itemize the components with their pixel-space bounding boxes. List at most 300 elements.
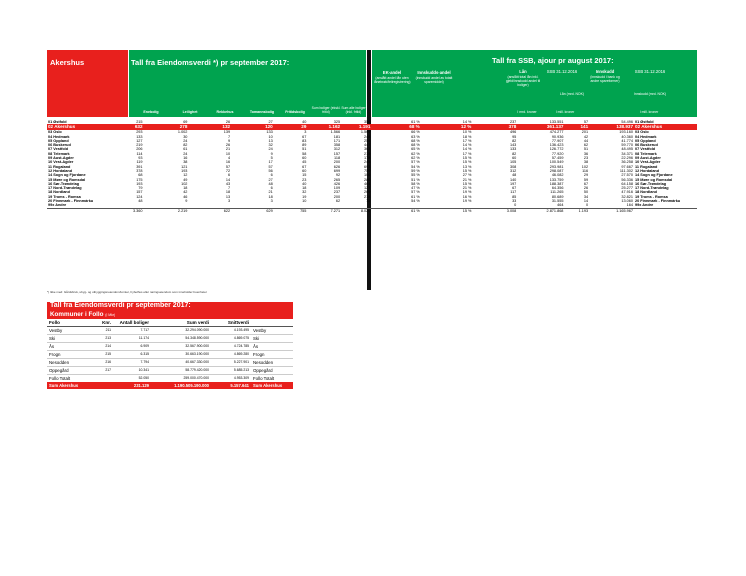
ssb-title: Tall fra SSB, ajour pr august 2017: [492,56,614,65]
fylke-name: 14 Sogn og Fjordane [48,173,86,178]
footnote: *) Ikke med: Gårdsbruk, ubyg- og utbyggingsneiendom/tomter, hybelhus eller naringseiendom som inneholder boenheter [47,290,207,294]
value-cell: 699 [333,168,341,173]
sum-akershus-row [47,382,293,389]
kommune-name: Follo [47,319,95,327]
value-cell: 1.193 [564,208,589,213]
value-cell: 206 [136,147,143,152]
value-cell: 378 [136,168,143,173]
value-cell: 69 [183,120,188,124]
col-enebolig: Enebolig [143,110,159,114]
value-cell: 171 [333,138,341,143]
value-cell: 67 [302,164,307,169]
value-cell: 4.193.495 [211,327,251,335]
value-cell: 16 % [462,194,472,199]
value-cell: 138.937 [589,124,634,130]
kommuner-subtitle [50,311,293,320]
value-cell: 464 [557,203,564,208]
fylke-name-right: 18 Nordland [635,190,657,195]
value-cell: 18 [302,186,307,191]
value-cell: 7.794 [113,359,151,367]
value-cell: 5.227.901 [211,359,251,367]
value-cell: 308 [509,164,517,169]
value-cell: 181 [333,134,341,139]
ssb-header-cell [372,50,697,117]
kommune-name: Sum Akershus [47,382,95,389]
value-cell: 40 [302,120,307,124]
value-cell: 216 [95,359,113,367]
value-cell: 59 [583,177,589,182]
value-cell: 0 [514,203,517,208]
value-cell: 133 [266,130,273,135]
value-cell: 31.555 [551,199,564,204]
fylke-name-right [634,208,697,213]
value-cell: 139 [223,130,231,135]
value-cell: 19 % [462,199,472,204]
value-cell: 15 % [462,160,472,165]
value-cell: 68 % [411,143,420,148]
value-cell: Snittverdi [211,319,251,327]
value-cell: 1.162 [307,124,341,130]
value-cell: 298.087 [549,168,564,173]
value-cell: 157 [136,190,143,195]
value-cell: 157 [333,151,341,156]
unit-mill-1: I mill. kroner [555,110,575,114]
fylke-name: 11 Rogaland [48,164,71,169]
value-cell: 22.296 [621,156,634,161]
value-cell: 391 [136,164,143,169]
value-cell: 14 [225,177,231,182]
value-cell: 237 [509,120,517,124]
fylke-name-right: 15 Møre og Romsdal [635,177,673,182]
value-cell: 21 [225,147,231,152]
value-cell: 111.265 [550,190,564,195]
value-cell: 18 [268,194,273,199]
value-cell: 49 [183,177,188,182]
col-ek-andel-desc: (anslått andel lån uten lånebrøk/feilregistrering) [374,76,411,84]
eiendomsverdi-header-cell [129,50,366,117]
value-cell: 48 [138,199,143,204]
value-cell: 759 [364,168,371,173]
col-laan: Lån [519,69,527,74]
value-cell: 248 [364,134,371,139]
value-cell: 15 % [462,156,472,161]
kommuner-subtitle-unit: (i Mkr) [105,312,116,317]
value-cell: 15 % [421,208,473,213]
fylke-name: 04 Hedmark [48,134,70,139]
kommune-name: Follo Totalt [47,375,95,383]
value-cell: 82 [512,138,517,143]
fylke-name-right: 20 Finnmark - Finnmárku [635,199,681,204]
fylke-name-right: 99x Andre [635,203,654,208]
value-cell: 57.459 [551,156,564,161]
value-cell: 215 [364,151,371,156]
value-cell: 46.082 [551,173,564,178]
value-cell: 447 [364,143,371,148]
value-cell: 68 % [411,138,420,143]
value-cell: 56 [268,168,273,173]
value-cell: 57 [583,120,589,124]
fylke-name: 18 Nordland [48,190,70,195]
kommuner-table-body [47,319,293,389]
value-cell: 57 [225,164,231,169]
value-cell: 124 [136,194,143,199]
value-cell: 269 [364,190,371,195]
value-cell: 48.495 [621,147,634,152]
value-cell: 12 [183,173,188,178]
fylke-name-right: 10 Vest-Agder [635,160,661,165]
value-cell: 4.869.075 [211,335,251,343]
kommune-name-right: Nesodden [251,359,293,367]
value-cell: 254 [364,138,371,143]
value-cell: 111.302 [619,168,634,173]
value-cell: 21 % [462,186,472,191]
value-cell: 54.496 [621,120,634,124]
value-cell: 79 [138,186,143,191]
value-cell: 27.570 [621,173,634,178]
value-cell: 0 [586,203,589,208]
value-cell: 211 [95,327,113,335]
value-cell: 1.191 [341,124,371,130]
value-cell: 50 [583,190,589,195]
value-cell: 62 [335,199,341,204]
value-cell: 65 % [411,147,420,152]
value-cell: 9 [185,199,188,204]
value-cell: 61 % [411,194,420,199]
value-cell: 14 % [462,120,472,124]
value-cell: 32.294.090.000 [151,327,211,335]
value-cell: 16 [183,156,188,161]
table-row [47,335,293,343]
value-cell: 18 [183,186,188,191]
value-cell: 52.050 [113,375,151,383]
value-cell: 34.371 [621,151,634,156]
fylke-name-right: 06 Buskerud [635,143,658,148]
value-cell: 10 [268,134,273,139]
spreadsheet-area [47,50,697,294]
value-cell: 106 [364,173,371,178]
value-cell: 219 [136,143,143,148]
value-cell: 61 % [378,208,421,213]
value-cell: 45 [302,160,307,165]
kommune-name-right: Sum Akershus [251,382,293,389]
value-cell: 57 % [411,190,420,195]
value-cell: 632 [99,124,144,130]
value-cell: 286 [364,177,371,182]
value-cell: 127 [364,186,371,191]
value-cell: 175 [136,177,143,182]
value-cell: 164 [626,203,634,208]
value-cell: 89 [302,143,307,148]
value-cell: 54.348.590.000 [151,335,211,343]
value-cell: 5.685.213 [211,367,251,375]
fylke-name: 07 Vestfold [48,147,69,152]
col-innskudds-andel: Innskudds-andel [417,70,451,75]
col-fritidsbolig: Fritidsbolig [285,110,305,114]
value-cell: 32 [302,190,307,195]
value-cell: 15 [302,173,307,178]
kommuner-header [47,302,293,319]
value-cell: 60 [302,156,307,161]
value-cell: 9 [270,151,273,156]
value-cell: 231.129 [113,382,151,389]
value-cell: 1.190.505.190.000 [151,382,211,389]
header-band [47,50,697,117]
value-cell: 143 [509,143,517,148]
value-cell: 58.779.420.000 [151,367,211,375]
fylke-name-right: 11 Rogaland [635,164,658,169]
kommune-name-right: Ski [251,335,293,343]
value-cell: 3 [227,199,231,204]
fylke-name-right: 12 Hordaland [635,168,660,173]
unit-mill-2: I mill. kroner [639,110,659,114]
value-cell: 1.002 [177,130,188,135]
col-tomannsbolig: Tomannsbolig [249,110,275,114]
value-cell: 1.569 [360,130,371,135]
value-cell: 10 % [462,130,472,135]
fylke-name-right: 01 Østfold [635,120,654,124]
fylke-name: 12 Hordaland [48,168,73,173]
value-cell: 32.821 [621,194,634,199]
kommune-name-right: Frogn [251,351,293,359]
value-cell: Antall boliger [113,319,151,327]
value-cell: 363 [364,147,371,152]
value-cell: 77.920 [551,151,564,156]
value-cell: 64.158 [621,181,634,186]
value-cell: 68 [138,173,143,178]
column-headers [47,319,293,327]
fylke-name-right: 17 Nord-Trøndelag [635,186,669,191]
value-cell: 120 [231,124,274,130]
value-cell: 67 [302,134,307,139]
value-cell: 62 % [411,151,420,156]
value-cell: 474.277 [549,130,564,135]
value-cell: 10 [225,151,231,156]
value-cell: 13 [268,138,273,143]
value-cell: 36 [583,151,589,156]
kommune-name-right: Follo Totalt [251,375,293,383]
value-cell [95,375,113,383]
table-row [47,343,293,351]
value-cell: 119 [136,160,143,165]
fylke-name-right: 03 Oslo [635,130,649,135]
value-cell: 200 [333,160,341,165]
kommune-name: Vestby [47,327,95,335]
value-cell: 126.772 [549,147,564,152]
value-cell: 82 [512,151,517,156]
fylke-name: 99x Andre [48,203,67,208]
value-cell: 61 % [411,120,420,124]
kommune-name-right: Vestby [251,327,293,335]
value-cell: 55 % [411,173,420,178]
value-cell: 24 [268,147,273,152]
value-cell: 109 [333,186,341,191]
value-cell: 15 % [462,168,472,173]
value-cell: 29 [583,173,589,178]
follo-total-row [47,375,293,383]
value-cell: 133 [136,134,143,139]
col-leilighet: Leilighet [182,110,198,114]
value-cell: 426 [333,181,341,186]
value-cell: 21 [268,190,273,195]
value-cell: 60 [512,156,517,161]
table-row [47,359,293,367]
value-cell: 32 [268,143,273,148]
value-cell: 325 [333,120,341,124]
value-cell: 193 [136,181,143,186]
value-cell: 237 [333,190,341,195]
value-cell: 356 [364,120,371,124]
value-cell: 51 [302,147,307,152]
value-cell: 259.000.470.000 [151,375,211,383]
col-ek-andel: EK-andel [382,70,402,75]
value-cell: 38 [183,160,188,165]
value-cell: 90.936 [551,134,564,139]
value-cell: 312 [509,168,517,173]
value-cell: 15 % [462,181,472,186]
value-cell: 218 [364,194,371,199]
value-cell: 496 [509,130,517,135]
value-cell: 7 [227,186,231,191]
col-ssb-2: SSB 31.12.2016 [634,69,666,74]
value-cell: 47 % [411,186,420,191]
value-cell: 40.360 [621,134,634,139]
col-laan-mrd: Lån (mrd. NOK) [560,92,584,96]
value-cell: 51 [583,147,589,152]
fylke-name: 06 Buskerud [48,143,71,148]
value-cell: 21 % [462,177,472,182]
value-cell: 32.567.900.000 [151,343,211,351]
value-cell: 2.871.868 [517,208,564,213]
value-cell: 5 [270,156,273,161]
fylke-name: 15 Møre og Romsdal [48,177,86,182]
value-cell: 12 % [421,124,473,130]
value-cell: 3 [304,130,307,135]
kommune-name: Ski [47,335,95,343]
value-cell: 34 [583,194,589,199]
kommune-name: Ås [47,343,95,351]
value-cell: 140 [509,177,517,182]
value-cell: 24 [183,138,188,143]
value-cell: 100.549 [549,160,564,165]
kommune-name-right: Ås [251,343,293,351]
col-innskudd-mrd: Innskudd (mrd. NOK) [633,92,667,96]
value-cell: 92 [335,173,341,178]
value-cell: 38 [583,160,589,165]
value-cell: 6 [227,173,231,178]
fylke-name: 17 Nord-Trøndelag [48,186,82,191]
value-cell: Knr. [95,319,113,327]
fylke-name-right: 19 Troms - Romsa [635,194,668,199]
kommune-name: Frogn [47,351,95,359]
value-cell: 58 % [411,181,420,186]
value-cell: 13.060 [621,199,634,204]
fylke-name: 03 Oslo [48,130,62,135]
value-cell: 6 [270,173,273,178]
value-cell: 178 [364,156,371,161]
value-cell: 13 [225,194,231,199]
value-cell: 4.869.280 [211,351,251,359]
value-cell: 97.667 [621,164,634,169]
value-cell: 57 % [411,160,420,165]
value-cell: 57 [268,164,273,169]
value-cell: 60 [302,168,307,173]
value-cell: 7 [227,134,231,139]
fylke-name: 08 Telemark [48,151,70,156]
kommuner-title: Tall fra Eiendomsverdi pr september 2017: [50,302,191,309]
value-cell: 72 [225,168,231,173]
value-cell: 36.258 [621,160,634,165]
value-cell: 5.157.641 [211,382,251,389]
value-cell: 17 [268,160,273,165]
value-cell: 312 [333,147,341,152]
value-cell: 17 % [462,151,472,156]
value-cell: 118 [334,156,341,161]
fylke-name: 09 Aust-Agder [48,156,74,161]
value-cell: 6 [270,186,273,191]
value-cell: 27 [268,177,273,182]
value-cell: 29 [274,124,308,130]
value-cell: 95 [512,134,517,139]
value-cell: 26 [583,186,589,191]
col-innskudds-andel-desc: (innskudd andel av totalt sparemiddel) [415,76,453,84]
value-cell: 67 [512,186,517,191]
value-cell: 27 % [462,173,472,178]
value-cell: 102 [581,164,589,169]
value-cell: 40.667.330.000 [151,359,211,367]
value-cell: 64.356 [551,186,564,191]
value-cell: 132 [188,124,231,130]
value-cell: 3.360 [99,208,144,213]
value-cell: 63 % [411,134,420,139]
value-cell: 2.219 [144,208,189,213]
value-cell: 4 [227,156,231,161]
value-cell: 17 % [462,138,472,143]
value-cell: 6.909 [113,343,151,351]
value-cell: 41.774 [621,138,634,143]
value-cell: 265 [333,177,341,182]
value-cell: 27 [268,120,273,124]
value-cell: 68 % [378,124,421,130]
region-header-cell [47,50,128,117]
value-cell: 40 [302,181,307,186]
value-cell: 16 [225,160,231,165]
value-cell: 201 [581,130,589,135]
value-cell: 23 [583,156,589,161]
value-cell: 193 [181,168,188,173]
value-cell: 42 [183,190,188,195]
value-cell: 62 [583,143,589,148]
value-cell [95,382,113,389]
value-cell: 4.724.785 [211,343,251,351]
value-cell: 127 [136,138,143,143]
value-cell: 464 [364,181,371,186]
value-cell: 23 [302,177,307,182]
value-cell: 11.174 [113,335,151,343]
table-row [47,367,293,375]
value-cell: 188.387 [549,181,564,186]
value-cell: 66 % [411,130,420,135]
kommune-name: Nesodden [47,359,95,367]
value-cell: 193.160 [619,130,634,135]
value-cell: 85 [512,194,517,199]
value-cell: 14 % [462,143,472,148]
fylke-name-right: 09 Aust-Agder [635,156,661,161]
kommune-name: Oppegård [47,367,95,375]
eiendomsverdi-title: Tall fra Eiendomsverdi *) pr september 2017: [131,58,290,67]
value-cell: 214 [95,343,113,351]
value-cell: 622 [188,208,231,213]
value-cell: 51 % [411,177,420,182]
